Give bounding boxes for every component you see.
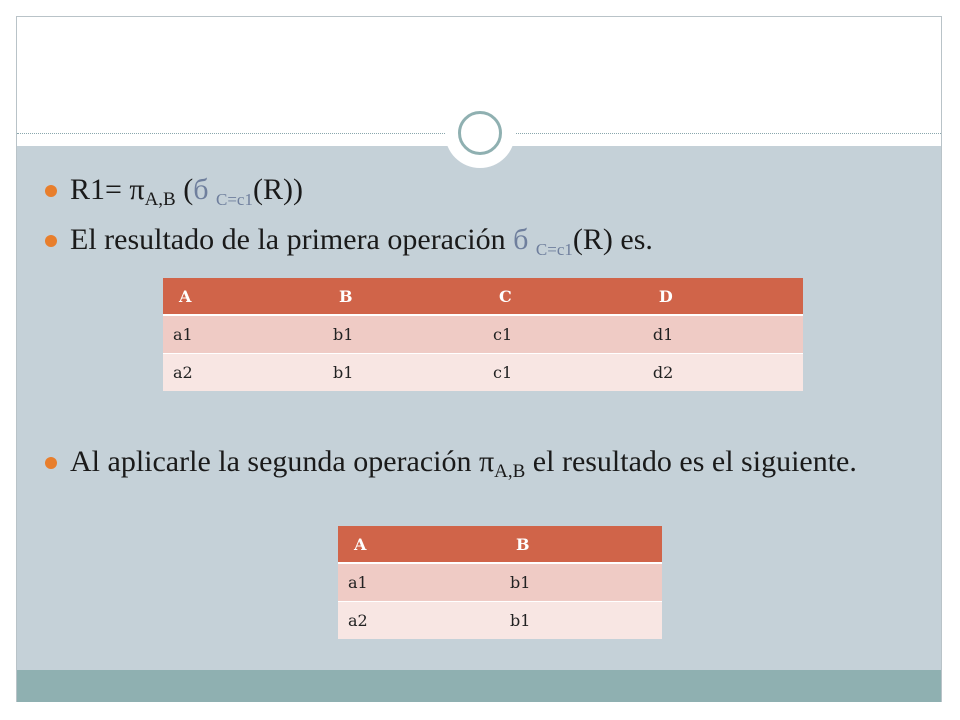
bullet-2-tail: (R) es. [572, 223, 653, 256]
table-cell: c1 [483, 354, 643, 392]
column-header: B [500, 526, 662, 563]
bullet-1-tail: (R)) [252, 173, 303, 206]
table-row [163, 354, 803, 392]
bullet-item-2 [44, 222, 653, 268]
table-row [338, 602, 662, 640]
bullet-2-text: El resultado de la primera operación [70, 223, 514, 256]
table-cell: d1 [643, 315, 803, 354]
bullet-3-tail: el resultado es el siguiente. [525, 445, 857, 478]
bullet-dot-icon [45, 457, 57, 469]
slide-footer-band [17, 670, 941, 702]
column-header: B [323, 278, 483, 315]
bullet-1-sigma: б [193, 173, 209, 206]
table-cell: a2 [338, 602, 500, 640]
bullet-1-paren: ( [175, 173, 194, 206]
table-cell: d2 [643, 354, 803, 392]
table-cell: b1 [500, 563, 662, 602]
bullet-item-3 [44, 444, 930, 490]
table-cell: c1 [483, 315, 643, 354]
bullet-2-sigma: б [513, 223, 529, 256]
bullet-1-text: R1= π [70, 173, 145, 206]
table-header-row [163, 278, 803, 315]
bullet-3-text: Al aplicarle la segunda operación π [70, 445, 495, 478]
table-header-row [338, 526, 662, 563]
column-header: C [483, 278, 643, 315]
relation-table-selection [163, 278, 803, 391]
column-header: A [163, 278, 323, 315]
bullet-item-1 [44, 172, 303, 218]
bullet-dot-icon [45, 185, 57, 197]
table-cell: b1 [323, 315, 483, 354]
bullet-2-condition: C=c1 [535, 240, 573, 259]
table-cell: a2 [163, 354, 323, 392]
table-cell: b1 [323, 354, 483, 392]
table-row [338, 563, 662, 602]
table-cell: b1 [500, 602, 662, 640]
column-header: D [643, 278, 803, 315]
table-row [163, 315, 803, 354]
table-cell: a1 [163, 315, 323, 354]
bullet-3-subscript: A,B [494, 461, 526, 482]
bullet-1-condition: C=c1 [216, 190, 253, 209]
table-cell: a1 [338, 563, 500, 602]
bullet-dot-icon [45, 235, 57, 247]
relation-table-projection [338, 526, 662, 639]
column-header: A [338, 526, 500, 563]
bullet-1-subscript: A,B [144, 189, 176, 210]
decorative-ring-icon [458, 111, 502, 155]
